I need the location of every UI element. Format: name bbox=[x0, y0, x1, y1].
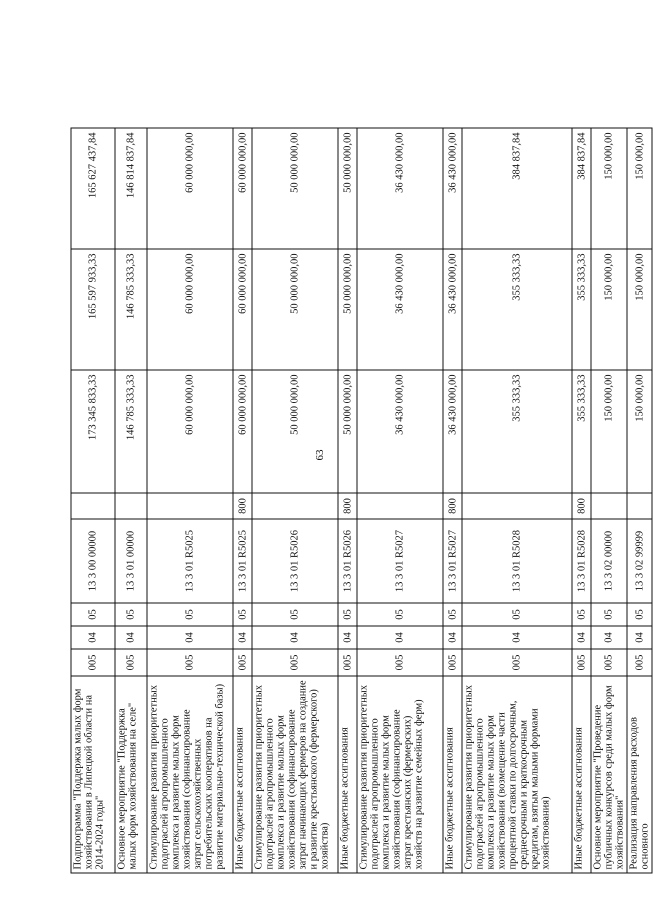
cell-ministry: 005 bbox=[71, 649, 115, 676]
cell-sum-1: 146 785 333,33 bbox=[115, 370, 147, 493]
cell-sum-1: 60 000 000,00 bbox=[147, 370, 233, 493]
cell-ministry: 005 bbox=[627, 649, 652, 676]
cell-sum-2: 355 333,33 bbox=[572, 249, 591, 370]
cell-section: 04 bbox=[233, 626, 252, 649]
cell-section: 04 bbox=[115, 626, 147, 649]
cell-sum-2: 50 000 000,00 bbox=[338, 249, 357, 370]
table-row bbox=[591, 128, 627, 873]
cell-target-code: 13 3 01 R5025 bbox=[147, 519, 233, 603]
cell-sum-2: 355 333,33 bbox=[462, 249, 572, 370]
cell-ministry: 005 bbox=[443, 649, 462, 676]
cell-subsection: 05 bbox=[357, 603, 443, 626]
cell-sum-2: 60 000 000,00 bbox=[233, 249, 252, 370]
cell-ministry: 005 bbox=[115, 649, 147, 676]
cell-sum-3: 50 000 000,00 bbox=[252, 128, 338, 249]
cell-sum-1: 150 000,00 bbox=[627, 370, 652, 493]
table-row bbox=[443, 128, 462, 873]
cell-sum-2: 150 000,00 bbox=[591, 249, 627, 370]
cell-sum-3: 150 000,00 bbox=[627, 128, 652, 249]
cell-sum-1: 50 000 000,00 bbox=[252, 370, 338, 493]
cell-target-code: 13 3 01 R5025 bbox=[233, 519, 252, 603]
cell-subsection: 05 bbox=[572, 603, 591, 626]
table-row bbox=[252, 128, 338, 873]
cell-subsection: 05 bbox=[233, 603, 252, 626]
cell-sum-1: 36 430 000,00 bbox=[357, 370, 443, 493]
cell-sum-2: 60 000 000,00 bbox=[147, 249, 233, 370]
cell-target-code: 13 3 01 R5028 bbox=[572, 519, 591, 603]
table-row bbox=[462, 128, 572, 873]
cell-ministry: 005 bbox=[233, 649, 252, 676]
row-name: Подпрограмма "Поддержка малых форм хозяйствования в Липецкой области на 2014-2024 годы" bbox=[71, 676, 115, 873]
cell-subsection: 05 bbox=[338, 603, 357, 626]
row-name: Стимулирование развития приоритетных подотраслей агропромышленного комплекса и развитие малых форм хозяйствования (возмещение части процентной ставки по долгосрочным, среднесрочным и краткосрочным кредитам, взятым малыми формами хозяйствования) bbox=[462, 676, 572, 873]
cell-sum-1: 150 000,00 bbox=[591, 370, 627, 493]
cell-sum-3: 384 837,84 bbox=[572, 128, 591, 249]
cell-expense-type bbox=[147, 493, 233, 519]
cell-target-code: 13 3 00 00000 bbox=[71, 519, 115, 603]
cell-expense-type bbox=[591, 493, 627, 519]
cell-subsection: 05 bbox=[147, 603, 233, 626]
cell-target-code: 13 3 02 00000 bbox=[591, 519, 627, 603]
cell-sum-1: 355 333,33 bbox=[462, 370, 572, 493]
cell-section: 04 bbox=[252, 626, 338, 649]
row-name: Основное мероприятие "Проведение публичных конкурсов среди малых форм хозяйствования" bbox=[591, 676, 627, 873]
cell-expense-type bbox=[252, 493, 338, 519]
cell-subsection: 05 bbox=[71, 603, 115, 626]
cell-subsection: 05 bbox=[252, 603, 338, 626]
cell-target-code: 13 3 01 R5027 bbox=[357, 519, 443, 603]
row-name: Основное мероприятие "Поддержка малых форм хозяйствования на селе" bbox=[115, 676, 147, 873]
cell-section: 04 bbox=[443, 626, 462, 649]
cell-subsection: 05 bbox=[591, 603, 627, 626]
table-row bbox=[115, 128, 147, 873]
cell-target-code: 13 3 01 00000 bbox=[115, 519, 147, 603]
table-row bbox=[233, 128, 252, 873]
cell-ministry: 005 bbox=[147, 649, 233, 676]
cell-target-code: 13 3 01 R5026 bbox=[252, 519, 338, 603]
row-name: Стимулирование развития приоритетных подотраслей агропромышленного комплекса и развитие малых форм хозяйствования (софинансирование затрат начинающих фермеров на создание и развитие крестьянского (фермерского) хозяйства) bbox=[252, 676, 338, 873]
cell-sum-1: 355 333,33 bbox=[572, 370, 591, 493]
cell-target-code: 13 3 01 R5027 bbox=[443, 519, 462, 603]
table-row bbox=[147, 128, 233, 873]
cell-subsection: 05 bbox=[462, 603, 572, 626]
cell-expense-type bbox=[627, 493, 652, 519]
cell-sum-3: 165 627 437,84 bbox=[71, 128, 115, 249]
cell-sum-2: 36 430 000,00 bbox=[443, 249, 462, 370]
row-name: Иные бюджетные ассигнования bbox=[233, 676, 252, 873]
cell-sum-2: 36 430 000,00 bbox=[357, 249, 443, 370]
table-row bbox=[627, 128, 652, 873]
cell-sum-2: 50 000 000,00 bbox=[252, 249, 338, 370]
cell-sum-2: 165 597 933,33 bbox=[71, 249, 115, 370]
cell-sum-3: 384 837,84 bbox=[462, 128, 572, 249]
row-name: Стимулирование развития приоритетных подотраслей агропромышленного комплекса и развитие малых форм хозяйствования (софинансирование затрат крестьянских (фермерских) хозяйств на развитие семейных ферм) bbox=[357, 676, 443, 873]
cell-sum-2: 146 785 333,33 bbox=[115, 249, 147, 370]
cell-ministry: 005 bbox=[462, 649, 572, 676]
cell-expense-type: 800 bbox=[572, 493, 591, 519]
cell-target-code: 13 3 02 99999 bbox=[627, 519, 652, 603]
budget-table-rotated bbox=[71, 129, 651, 874]
row-name: Иные бюджетные ассигнования bbox=[443, 676, 462, 873]
cell-expense-type bbox=[462, 493, 572, 519]
table-row bbox=[572, 128, 591, 873]
cell-section: 04 bbox=[338, 626, 357, 649]
cell-sum-1: 36 430 000,00 bbox=[443, 370, 462, 493]
cell-section: 04 bbox=[572, 626, 591, 649]
cell-sum-2: 150 000,00 bbox=[627, 249, 652, 370]
page-number: 63 bbox=[314, 449, 326, 461]
cell-ministry: 005 bbox=[572, 649, 591, 676]
cell-section: 04 bbox=[357, 626, 443, 649]
cell-subsection: 05 bbox=[443, 603, 462, 626]
cell-subsection: 05 bbox=[115, 603, 147, 626]
cell-expense-type: 800 bbox=[338, 493, 357, 519]
cell-sum-3: 36 430 000,00 bbox=[357, 128, 443, 249]
cell-ministry: 005 bbox=[338, 649, 357, 676]
cell-ministry: 005 bbox=[357, 649, 443, 676]
cell-section: 04 bbox=[71, 626, 115, 649]
table-row bbox=[357, 128, 443, 873]
cell-sum-3: 50 000 000,00 bbox=[338, 128, 357, 249]
cell-sum-3: 146 814 837,84 bbox=[115, 128, 147, 249]
row-name: Стимулирование развития приоритетных подотраслей агропромышленного комплекса и развитие малых форм хозяйствования (софинансирование затрат сельскохозяйственных потребительских кооперативов на развитие материально-технической базы) bbox=[147, 676, 233, 873]
table-row bbox=[338, 128, 357, 873]
budget-table bbox=[71, 128, 653, 874]
cell-ministry: 005 bbox=[591, 649, 627, 676]
table-row bbox=[71, 128, 115, 873]
cell-subsection: 05 bbox=[627, 603, 652, 626]
row-name: Иные бюджетные ассигнования bbox=[572, 676, 591, 873]
cell-target-code: 13 3 01 R5026 bbox=[338, 519, 357, 603]
cell-section: 04 bbox=[591, 626, 627, 649]
cell-sum-1: 50 000 000,00 bbox=[338, 370, 357, 493]
cell-expense-type: 800 bbox=[443, 493, 462, 519]
cell-sum-1: 60 000 000,00 bbox=[233, 370, 252, 493]
cell-expense-type bbox=[115, 493, 147, 519]
row-name: Иные бюджетные ассигнования bbox=[338, 676, 357, 873]
row-name: Реализация направления расходов основного bbox=[627, 676, 652, 873]
cell-section: 04 bbox=[147, 626, 233, 649]
cell-expense-type: 800 bbox=[233, 493, 252, 519]
cell-ministry: 005 bbox=[252, 649, 338, 676]
cell-sum-3: 36 430 000,00 bbox=[443, 128, 462, 249]
cell-target-code: 13 3 01 R5028 bbox=[462, 519, 572, 603]
cell-section: 04 bbox=[462, 626, 572, 649]
cell-section: 04 bbox=[627, 626, 652, 649]
cell-sum-3: 150 000,00 bbox=[591, 128, 627, 249]
cell-sum-1: 173 345 833,33 bbox=[71, 370, 115, 493]
cell-sum-3: 60 000 000,00 bbox=[233, 128, 252, 249]
cell-sum-3: 60 000 000,00 bbox=[147, 128, 233, 249]
cell-expense-type bbox=[71, 493, 115, 519]
cell-expense-type bbox=[357, 493, 443, 519]
